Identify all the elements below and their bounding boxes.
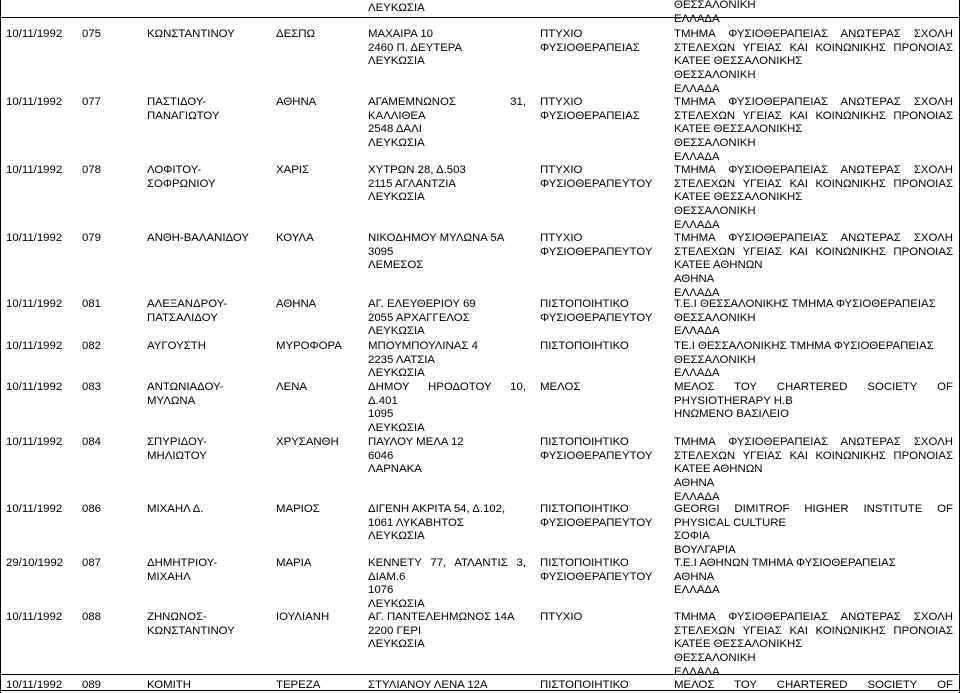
- address-cell: [368, 164, 526, 205]
- address-cell-line: ΜΠΟΥΜΠΟΥΛΙΝΑΣ 4: [368, 340, 478, 352]
- address-cell: [368, 436, 526, 477]
- address-cell: [368, 298, 526, 339]
- institution-cell-line: ΤΜΗΜΑ ΦΥΣΙΟΘΕΡΑΠΕΙΑΣ ΑΝΩΤΕΡΑΣ ΣΧΟΛΗ: [674, 96, 953, 108]
- degree-cell-line: ΦΥΣΙΟΘΕΡΑΠΕΥΤΟΥ: [540, 449, 653, 462]
- number-cell: 087: [82, 557, 102, 569]
- address-cell-line: 2548 ΔΑΛΙ: [368, 123, 422, 136]
- address-cell-line: 3095: [368, 245, 394, 258]
- degree-cell: [540, 679, 665, 693]
- institution-cell-line: ΤΜΗΜΑ ΦΥΣΙΟΘΕΡΑΠΕΙΑΣ ΑΝΩΤΕΡΑΣ ΣΧΟΛΗ: [674, 611, 953, 623]
- institution-cell-line: ΑΘΗΝΑ: [674, 477, 715, 490]
- institution-cell-line: ΣΤΕΛΕΧΩΝ ΥΓΕΙΑΣ ΚΑΙ ΚΟΙΝΩΝΙΚΗΣ ΠΡΟΝΟΙΑΣ: [674, 109, 953, 122]
- address-cell-line: ΑΓΑΜΕΜΝΩΝΟΣ 31,: [368, 96, 526, 108]
- address-fragment: [368, 2, 526, 16]
- surname-cell-line: ΜΥΛΩΝΑ: [147, 394, 196, 407]
- institution-cell-line: PHYSICAL CULTURE: [674, 516, 787, 529]
- institution-cell-line: ΕΛΛΑΔΑ: [674, 325, 720, 338]
- address-cell-line: ΚΕΝΝΕΤΥ 77, ΑΤΛΑΝΤΙΣ 3,: [368, 557, 526, 569]
- degree-cell: [540, 164, 665, 191]
- surname-cell: [147, 164, 272, 191]
- date-cell: 10/11/1992: [6, 611, 63, 623]
- firstname-cell: ΛΕΝΑ: [276, 381, 308, 393]
- institution-cell-line: ΣΟΦΙΑ: [674, 530, 710, 543]
- institution-cell-line: ΣΤΕΛΕΧΩΝ ΥΓΕΙΑΣ ΚΑΙ ΚΟΙΝΩΝΙΚΗΣ ΠΡΟΝΟΙΑΣ: [674, 177, 953, 190]
- institution-cell: [674, 28, 953, 97]
- number-cell: 079: [82, 232, 102, 244]
- degree-cell: [540, 381, 665, 395]
- firstname-cell: ΧΡΥΣΑΝΘΗ: [276, 436, 339, 448]
- institution-cell-line: ΕΛΛΑΔΑ: [674, 82, 720, 95]
- firstname-cell: ΜΑΡΙΑ: [276, 557, 312, 569]
- surname-cell-line: ΣΠΥΡΙΔΟΥ-: [147, 436, 207, 448]
- left-border: [0, 0, 1, 693]
- address-cell-line: 1076: [368, 584, 394, 597]
- surname-cell-line: ΜΗΛΙΩΤΟΥ: [147, 449, 207, 462]
- degree-cell-line: ΠΙΣΤΟΠΟΙΗΤΙΚΟ: [540, 679, 629, 691]
- address-cell-line: ΧΥΤΡΩΝ 28, Δ.503: [368, 164, 466, 176]
- surname-cell: [147, 340, 272, 354]
- degree-cell: [540, 340, 665, 354]
- date-cell: 10/11/1992: [6, 381, 63, 393]
- institution-line: ΘΕΣΣΑΛΟΝΙΚΗ: [674, 0, 756, 11]
- institution-cell-line: ΜΕΛΟΣ ΤΟΥ CHARTERED SOCIETY OF: [674, 679, 953, 691]
- address-cell: [368, 611, 526, 652]
- address-cell-line: ΛΕΥΚΩΣΙΑ: [368, 325, 425, 338]
- address-cell-line: ΣΤΥΛΙΑΝΟΥ ΛΕΝΑ 12Α: [368, 679, 488, 691]
- surname-cell-line: ΑΛΕΞΑΝΔΡΟΥ-: [147, 298, 228, 310]
- address-cell-line: ΠΑΥΛΟΥ ΜΕΛΑ 12: [368, 436, 464, 448]
- address-cell-line: 1095: [368, 408, 394, 421]
- date-cell: 10/11/1992: [6, 96, 63, 108]
- surname-cell: [147, 557, 272, 584]
- institution-cell-line: ΕΛΛΑΔΑ: [674, 367, 720, 380]
- institution-cell: [674, 381, 953, 422]
- institution-cell-line: ΚΑΤΕΕ ΘΕΣΣΑΛΟΝΙΚΗΣ: [674, 638, 803, 651]
- address-cell-line: ΛΕΥΚΩΣΙΑ: [368, 638, 425, 651]
- address-cell-line: 1061 ΛΥΚΑΒΗΤΟΣ: [368, 516, 464, 529]
- degree-cell-line: ΠΙΣΤΟΠΟΙΗΤΙΚΟ: [540, 436, 629, 448]
- address-cell-line: ΛΕΥΚΩΣΙΑ: [368, 422, 425, 435]
- date-cell: 10/11/1992: [6, 164, 63, 176]
- firstname-cell: ΧΑΡΙΣ: [276, 164, 309, 176]
- address-cell: [368, 96, 526, 151]
- surname-cell-line: ΚΩΝΣΤΑΝΤΙΝΟΥ: [147, 624, 235, 637]
- address-cell-line: ΜΑΧΑΙΡΑ 10: [368, 28, 433, 40]
- address-cell-line: ΛΕΥΚΩΣΙΑ: [368, 191, 425, 204]
- firstname-cell: ΙΟΥΛΙΑΝΗ: [276, 611, 330, 623]
- institution-cell-line: ΕΛΛΑΔΑ: [674, 286, 720, 299]
- surname-cell-line: ΑΥΓΟΥΣΤΗ: [147, 340, 206, 352]
- date-cell: 10/11/1992: [6, 232, 63, 244]
- degree-cell-line: ΦΥΣΙΟΘΕΡΑΠΕΙΑΣ: [540, 41, 640, 54]
- degree-cell-line: ΦΥΣΙΟΘΕΡΑΠΕΥΤΟΥ: [540, 516, 653, 529]
- degree-cell-line: ΠΤΥΧΙΟ: [540, 28, 583, 40]
- institution-cell-line: ΘΕΣΣΑΛΟΝΙΚΗ: [674, 652, 756, 665]
- number-cell: 077: [82, 96, 102, 108]
- institution-cell-line: ΣΤΕΛΕΧΩΝ ΥΓΕΙΑΣ ΚΑΙ ΚΟΙΝΩΝΙΚΗΣ ΠΡΟΝΟΙΑΣ: [674, 41, 953, 54]
- institution-cell-line: ΜΕΛΟΣ ΤΟΥ CHARTERED SOCIETY OF: [674, 381, 953, 393]
- institution-cell: [674, 679, 953, 693]
- institution-cell-line: ΤΕ.Ι ΘΕΣΣΑΛΟΝΙΚΗΣ ΤΜΗΜΑ ΦΥΣΙΟΘΕΡΑΠΕΙΑΣ: [674, 340, 934, 352]
- surname-cell-line: ΠΑΝΑΓΙΩΤΟΥ: [147, 109, 220, 122]
- address-cell-line: 2235 ΛΑΤΣΙΑ: [368, 353, 435, 366]
- institution-cell-line: ΕΛΛΑΔΑ: [674, 218, 720, 231]
- institution-fragment: [674, 0, 953, 26]
- institution-cell-line: ΘΕΣΣΑΛΟΝΙΚΗ: [674, 205, 756, 218]
- degree-cell-line: ΦΥΣΙΟΘΕΡΑΠΕΥΤΟΥ: [540, 311, 653, 324]
- address-cell-line: 2460 Π. ΔΕΥΤΕΡΑ: [368, 41, 463, 54]
- date-cell: 10/11/1992: [6, 298, 63, 310]
- address-line: ΛΕΥΚΩΣΙΑ: [368, 2, 425, 14]
- date-cell: 10/11/1992: [6, 28, 63, 40]
- surname-cell-line: ΚΟΜΙΤΗ: [147, 679, 191, 691]
- address-cell-line: ΛΕΥΚΩΣΙΑ: [368, 55, 425, 68]
- degree-cell: [540, 436, 665, 463]
- degree-cell-line: ΦΥΣΙΟΘΕΡΑΠΕΥΤΟΥ: [540, 177, 653, 190]
- institution-cell: [674, 436, 953, 505]
- institution-cell-line: ΚΑΤΕΕ ΘΕΣΣΑΛΟΝΙΚΗΣ: [674, 55, 803, 68]
- firstname-cell: ΑΘΗΝΑ: [276, 298, 317, 310]
- surname-cell: [147, 611, 272, 638]
- institution-cell-line: ΚΑΤΕΕ ΑΘΗΝΩΝ: [674, 259, 763, 272]
- surname-cell-line: ΑΝΤΩΝΙΑΔΟΥ-: [147, 381, 224, 393]
- degree-cell-line: ΠΤΥΧΙΟ: [540, 611, 583, 623]
- institution-cell-line: ΘΕΣΣΑΛΟΝΙΚΗ: [674, 353, 756, 366]
- degree-cell-line: ΠΙΣΤΟΠΟΙΗΤΙΚΟ: [540, 298, 629, 310]
- surname-cell-line: ΑΝΘΗ-ΒΑΛΑΝΙΔΟΥ: [147, 232, 249, 244]
- surname-cell: [147, 298, 272, 325]
- surname-cell-line: ΜΙΧΑΗΛ Δ.: [147, 503, 204, 515]
- address-cell-line: ΔΙΓΕΝΗ ΑΚΡΙΤΑ 54, Δ.102,: [368, 503, 506, 515]
- institution-cell: [674, 557, 953, 598]
- number-cell: 075: [82, 28, 102, 40]
- degree-cell-line: ΠΤΥΧΙΟ: [540, 164, 583, 176]
- institution-cell-line: ΤΜΗΜΑ ΦΥΣΙΟΘΕΡΑΠΕΙΑΣ ΑΝΩΤΕΡΑΣ ΣΧΟΛΗ: [674, 232, 953, 244]
- address-cell: [368, 381, 526, 436]
- institution-cell-line: ΕΛΛΑΔΑ: [674, 584, 720, 597]
- number-cell: 088: [82, 611, 102, 623]
- firstname-cell: ΜΑΡΙΟΣ: [276, 503, 320, 515]
- date-cell: 10/11/1992: [6, 340, 63, 352]
- surname-cell-line: ΠΑΤΣΑΛΙΔΟΥ: [147, 311, 218, 324]
- surname-cell: [147, 232, 272, 246]
- surname-cell-line: ΣΟΦΡΩΝΙΟΥ: [147, 177, 216, 190]
- surname-cell: [147, 96, 272, 123]
- surname-cell: [147, 503, 272, 517]
- address-cell-line: 2115 ΑΓΛΑΝΤΖΙΑ: [368, 177, 456, 190]
- address-cell-line: ΔΙΑΜ.6: [368, 570, 406, 583]
- degree-cell-line: ΜΕΛΟΣ: [540, 381, 581, 393]
- institution-cell-line: ΣΤΕΛΕΧΩΝ ΥΓΕΙΑΣ ΚΑΙ ΚΟΙΝΩΝΙΚΗΣ ΠΡΟΝΟΙΑΣ: [674, 624, 953, 637]
- surname-cell-line: ΛΟΦΙΤΟΥ-: [147, 164, 202, 176]
- institution-cell-line: ΤΜΗΜΑ ΦΥΣΙΟΘΕΡΑΠΕΙΑΣ ΑΝΩΤΕΡΑΣ ΣΧΟΛΗ: [674, 28, 953, 40]
- institution-cell-line: ΕΛΛΑΔΑ: [674, 150, 720, 163]
- number-cell: 089: [82, 679, 102, 691]
- address-cell: [368, 557, 526, 612]
- degree-cell: [540, 232, 665, 259]
- institution-line: ΕΛΛΑΔΑ: [674, 12, 720, 25]
- address-cell: [368, 340, 526, 381]
- number-cell: 081: [82, 298, 102, 310]
- institution-cell: [674, 611, 953, 680]
- institution-cell-line: ΒΟΥΛΓΑΡΙΑ: [674, 544, 736, 557]
- surname-cell: [147, 381, 272, 408]
- address-cell-line: ΛΕΥΚΩΣΙΑ: [368, 137, 425, 150]
- number-cell: 086: [82, 503, 102, 515]
- institution-cell-line: ΤΜΗΜΑ ΦΥΣΙΟΘΕΡΑΠΕΙΑΣ ΑΝΩΤΕΡΑΣ ΣΧΟΛΗ: [674, 436, 953, 448]
- institution-cell-line: ΣΤΕΛΕΧΩΝ ΥΓΕΙΑΣ ΚΑΙ ΚΟΙΝΩΝΙΚΗΣ ΠΡΟΝΟΙΑΣ: [674, 449, 953, 462]
- address-cell-line: ΔΗΜΟΥ ΗΡΟΔΟΤΟΥ 10,: [368, 381, 526, 393]
- institution-cell-line: ΚΑΤΕΕ ΘΕΣΣΑΛΟΝΙΚΗΣ: [674, 191, 803, 204]
- degree-cell: [540, 298, 665, 325]
- address-cell-line: 2200 ΓΕΡΙ: [368, 624, 422, 637]
- institution-cell: [674, 340, 953, 381]
- number-cell: 082: [82, 340, 102, 352]
- institution-cell: [674, 503, 953, 558]
- number-cell: 084: [82, 436, 102, 448]
- firstname-cell: ΜΥΡΟΦΟΡΑ: [276, 340, 342, 352]
- institution-cell-line: ΕΛΛΑΔΑ: [674, 665, 720, 678]
- institution-cell-line: Τ.Ε.Ι ΑΘΗΝΩΝ ΤΜΗΜΑ ΦΥΣΙΟΘΕΡΑΠΕΙΑΣ: [674, 557, 896, 569]
- firstname-cell: ΤΕΡΕΖΑ: [276, 679, 321, 691]
- address-cell: [368, 232, 526, 273]
- degree-cell-line: ΠΙΣΤΟΠΟΙΗΤΙΚΟ: [540, 557, 629, 569]
- degree-cell: [540, 503, 665, 530]
- degree-cell: [540, 611, 665, 625]
- address-cell-line: ΛΕΜΕΣΟΣ: [368, 259, 424, 272]
- institution-cell-line: ΘΕΣΣΑΛΟΝΙΚΗ: [674, 69, 756, 82]
- firstname-cell: ΔΕΣΠΩ: [276, 28, 315, 40]
- address-cell-line: ΛΕΥΚΩΣΙΑ: [368, 530, 425, 543]
- date-cell: 10/11/1992: [6, 503, 63, 515]
- institution-cell-line: PHYSIOTHERAPY Η.Β: [674, 394, 793, 407]
- degree-cell-line: ΦΥΣΙΟΘΕΡΑΠΕΥΤΟΥ: [540, 570, 653, 583]
- date-cell: 10/11/1992: [6, 679, 63, 691]
- institution-cell-line: ΗΝΩΜΕΝΟ ΒΑΣΙΛΕΙΟ: [674, 408, 789, 421]
- institution-cell: [674, 96, 953, 165]
- surname-cell-line: ΜΙΧΑΗΛ: [147, 570, 191, 583]
- institution-cell-line: ΘΕΣΣΑΛΟΝΙΚΗ: [674, 311, 756, 324]
- address-cell-line: ΛΕΥΚΩΣΙΑ: [368, 598, 425, 611]
- address-cell-line: ΚΑΛΛΙΘΕΑ: [368, 109, 426, 122]
- address-cell: [368, 679, 526, 693]
- degree-cell-line: ΠΤΥΧΙΟ: [540, 96, 583, 108]
- institution-cell: [674, 298, 953, 339]
- institution-cell-line: ΕΛΛΑΔΑ: [674, 490, 720, 503]
- date-cell: 10/11/1992: [6, 436, 63, 448]
- number-cell: 083: [82, 381, 102, 393]
- institution-cell-line: ΣΤΕΛΕΧΩΝ ΥΓΕΙΑΣ ΚΑΙ ΚΟΙΝΩΝΙΚΗΣ ΠΡΟΝΟΙΑΣ: [674, 245, 953, 258]
- institution-cell-line: GEORGI DIMITROF HIGHER INSTITUTE OF: [674, 503, 953, 515]
- number-cell: 078: [82, 164, 102, 176]
- address-cell: [368, 28, 526, 69]
- address-cell-line: ΑΓ. ΠΑΝΤΕΛΕΗΜΩΝΟΣ 14Α: [368, 611, 515, 623]
- institution-cell-line: Τ.Ε.Ι ΘΕΣΣΑΛΟΝΙΚΗΣ ΤΜΗΜΑ ΦΥΣΙΟΘΕΡΑΠΕΙΑΣ: [674, 298, 936, 310]
- address-cell-line: ΛΕΥΚΩΣΙΑ: [368, 367, 425, 380]
- institution-cell-line: ΑΘΗΝΑ: [674, 570, 715, 583]
- address-cell: [368, 503, 526, 544]
- degree-cell: [540, 28, 665, 55]
- surname-cell-line: ΚΩΝΣΤΑΝΤΙΝΟΥ: [147, 28, 235, 40]
- address-cell-line: ΝΙΚΟΔΗΜΟΥ ΜΥΛΩΝΑ 5Α: [368, 232, 505, 244]
- firstname-cell: ΚΟΥΛΑ: [276, 232, 314, 244]
- surname-cell: [147, 679, 272, 693]
- institution-cell: [674, 232, 953, 301]
- institution-cell-line: ΑΘΗΝΑ: [674, 273, 715, 286]
- institution-cell-line: ΚΑΤΕΕ ΘΕΣΣΑΛΟΝΙΚΗΣ: [674, 123, 803, 136]
- address-cell-line: Δ.401: [368, 394, 398, 407]
- firstname-cell: ΑΘΗΝΑ: [276, 96, 317, 108]
- degree-cell: [540, 96, 665, 123]
- address-cell-line: ΑΓ. ΕΛΕΥΘΕΡΙΟΥ 69: [368, 298, 476, 310]
- surname-cell-line: ΔΗΜΗΤΡΙΟΥ-: [147, 557, 218, 569]
- institution-cell-line: ΘΕΣΣΑΛΟΝΙΚΗ: [674, 137, 756, 150]
- degree-cell-line: ΠΙΣΤΟΠΟΙΗΤΙΚΟ: [540, 340, 629, 352]
- degree-cell-line: ΦΥΣΙΟΘΕΡΑΠΕΥΤΟΥ: [540, 245, 653, 258]
- surname-cell: [147, 436, 272, 463]
- surname-cell: [147, 28, 272, 42]
- degree-cell-line: ΦΥΣΙΟΘΕΡΑΠΕΙΑΣ: [540, 109, 640, 122]
- date-cell: 29/10/1992: [6, 557, 64, 569]
- surname-cell-line: ΖΗΝΩΝΟΣ-: [147, 611, 207, 623]
- institution-cell-line: ΤΜΗΜΑ ΦΥΣΙΟΘΕΡΑΠΕΙΑΣ ΑΝΩΤΕΡΑΣ ΣΧΟΛΗ: [674, 164, 953, 176]
- degree-cell-line: ΠΤΥΧΙΟ: [540, 232, 583, 244]
- degree-cell: [540, 557, 665, 584]
- degree-cell-line: ΠΙΣΤΟΠΟΙΗΤΙΚΟ: [540, 503, 629, 515]
- institution-cell-line: ΚΑΤΕΕ ΑΘΗΝΩΝ: [674, 463, 763, 476]
- surname-cell-line: ΠΑΣΤΙΔΟΥ-: [147, 96, 207, 108]
- address-cell-line: 2055 ΑΡΧΑΓΓΕΛΟΣ: [368, 311, 470, 324]
- address-cell-line: 6046: [368, 449, 394, 462]
- institution-cell: [674, 164, 953, 233]
- address-cell-line: ΛΑΡΝΑΚΑ: [368, 463, 422, 476]
